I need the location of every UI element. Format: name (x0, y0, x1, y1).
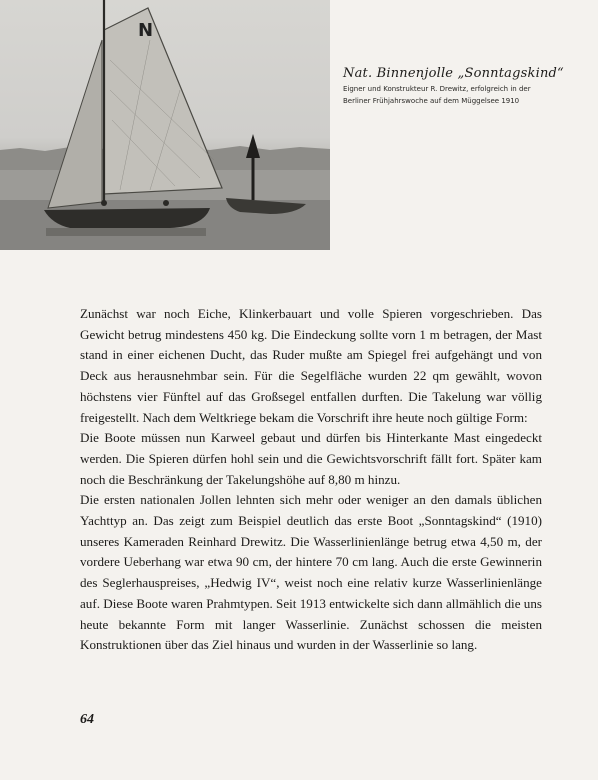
jib-sail (48, 40, 102, 208)
mainsail (104, 8, 222, 194)
boat-hull (44, 208, 210, 228)
caption-line-1: Eigner und Konstrukteur R. Drewitz, erfolgreich in der (343, 85, 531, 93)
paragraph-2: Die Boote müssen nun Karweel gebaut und dürfen bis Hinterkante Mast eingedeckt werden. Die Spieren dürfen hohl sein und die Gewichtsvorschrift fällt fort. Später kam noch die Beschränkung der Takelungshöhe auf 8,80 m hinzu. (80, 430, 542, 487)
photo-caption (343, 66, 591, 106)
paragraph-3: Die ersten nationalen Jollen lehnten sich mehr oder weniger an den damals üblichen Yachttyp an. Das zeigt zum Beispiel deutlich das erste Boot „Sonntagskind“ (1910) unseres Kameraden Reinhard Drewitz. Die Wasserlinienlänge betrug etwa 4,50 m, der vordere Ueberhang war etwa 90 cm, der hintere 70 cm lang. Auch die erste Gewinnerin des Seglerhauspreises, „Hedwig IV“, weist noch eine relativ kurze Wasserlinienlänge auf. Diese Boote waren Prahmtypen. Seit 1913 entwickelte sich dann allmählich die uns heute bekannte Form mit langer Wasserlinie. Zunächst schossen die meisten Konstruktionen über das Ziel hinaus und wurden in der Wasserlinie so lang. (80, 492, 542, 653)
sailboat-photo (0, 0, 330, 250)
caption-line-2: Berliner Frühjahrswoche auf dem Müggelsee 1910 (343, 97, 520, 105)
buoy-marker (246, 134, 260, 158)
sailboat-illustration (0, 0, 330, 250)
caption-title: Nat. Binnenjolle „Sonntagskind“ (343, 66, 564, 81)
page-number: 64 (80, 712, 94, 727)
paragraph-1: Zunächst war noch Eiche, Klinkerbauart und volle Spieren vorgeschrieben. Das Gewicht betrug mindestens 450 kg. Die Eindeckung sollte vorn 1 m betragen, der Mast stand in einer eichenen Ducht, das Ruder mußte am Spiegel frei aufgehängt und von Deck aus herausnehmbar sein. Für die Segelfläche wurden 22 qm gewählt, wovon höchstens vier Fünftel auf das Großsegel entfallen durften. Die Takelung war völlig freigestellt. Nach dem Weltkriege bekam die Vorschrift ihre heute noch gültige Form: (80, 306, 542, 425)
body-text (80, 304, 542, 656)
sail-letter: N (138, 20, 154, 41)
